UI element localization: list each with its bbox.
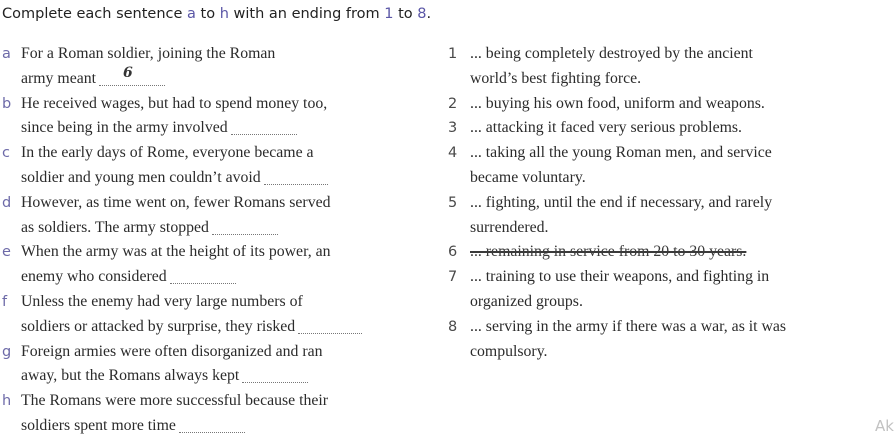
ending-7-line-1 [448,265,888,290]
sentence-text: army meant [21,69,97,87]
sentence-letter: g [2,343,12,360]
sentence-c-line-1 [0,141,430,166]
answer-blank-c[interactable] [264,169,328,185]
ending-text: ... being completely destroyed by the ancient [470,45,753,62]
sentence-endings [448,42,888,364]
sentence-text: Foreign armies were often disorganized and ran [21,342,323,360]
sentence-text: away, but the Romans always kept [21,367,240,385]
ending-number: 6 [448,244,458,261]
ending-number: 3 [448,120,458,137]
ending-number: 2 [448,95,458,112]
sentence-f-line-2 [0,315,430,340]
sentence-c-line-2 [0,166,430,191]
sentence-d-line-2 [0,216,430,241]
sentence-text: enemy who considered [21,268,167,286]
instruction-number-1: 1 [384,6,394,22]
sentence-beginnings [0,42,430,439]
ending-text: surrendered. [470,218,549,236]
ending-3-line-1 [448,116,888,141]
sentence-text: When the army was at the height of its power, an [21,243,331,261]
sentence-text: Unless the enemy had very large numbers of [21,292,303,310]
instruction-letter-a: a [187,6,196,22]
sentence-letter: b [2,95,12,112]
sentence-text: He received wages, but had to spend money too, [21,94,328,112]
instruction-part: with an ending from [228,6,385,22]
sentence-e-line-2 [0,265,430,290]
ending-text: ... remaining in service from 20 to 30 years. [470,243,747,261]
sentence-letter: a [2,46,11,62]
instruction-text [2,6,431,22]
sentence-g-line-1 [0,340,430,365]
answer-blank-g[interactable] [242,367,308,383]
instruction-letter-h: h [219,6,229,22]
ending-number: 7 [448,269,458,286]
sentence-letter: c [2,145,10,162]
sentence-h-line-2 [0,414,430,439]
ending-text: became voluntary. [470,168,586,186]
answer-blank-a[interactable] [99,64,165,86]
answer-blank-d[interactable] [212,219,278,235]
instruction-part: . [426,6,432,22]
sentence-h-line-1 [0,389,430,414]
sentence-g-line-2 [0,364,430,389]
ending-number: 4 [448,145,458,162]
sentence-text: However, as time went on, fewer Romans served [21,193,331,211]
instruction-part: to [393,6,418,22]
sentence-text: For a Roman soldier, joining the Roman [21,45,276,62]
sentence-a-line-1 [0,42,430,67]
ending-1-line-1 [448,42,888,67]
answer-blank-b[interactable] [231,119,297,135]
sentence-text: since being in the army involved [21,119,228,137]
sentence-b-line-1 [0,92,430,117]
ending-number: 5 [448,194,458,211]
ending-4-line-1 [448,141,888,166]
ending-7-line-2 [448,290,888,315]
ending-text: ... taking all the young Roman men, and service [470,144,772,162]
sentence-d-line-1 [0,191,430,216]
instruction-number-8: 8 [417,6,427,22]
ending-text: ... serving in the army if there was a war, as it was [470,317,787,335]
ending-5-line-2 [448,216,888,241]
sentence-letter: e [2,244,11,261]
ending-8-line-2 [448,340,888,365]
handwritten-answer: 6 [123,64,133,81]
ending-text: ... fighting, until the end if necessary, and rarely [470,193,773,211]
instruction-part: to [195,6,220,22]
answer-blank-e[interactable] [170,268,236,284]
ending-number: 1 [448,46,458,62]
ending-number: 8 [448,318,458,335]
answer-blank-f[interactable] [298,318,362,334]
corner-text: Ak [875,417,894,435]
sentence-b-line-2 [0,116,430,141]
sentence-e-line-1 [0,240,430,265]
sentence-letter: h [2,393,12,410]
ending-2-line-1 [448,92,888,117]
ending-text: ... training to use their weapons, and fighting in [470,268,770,286]
instruction-part: Complete each sentence [2,6,188,22]
sentence-letter: d [2,194,12,211]
answer-blank-h[interactable] [179,417,245,433]
ending-1-line-2 [448,67,888,92]
ending-8-line-1 [448,315,888,340]
sentence-text: In the early days of Rome, everyone became a [21,144,314,162]
sentence-text: The Romans were more successful because their [21,392,329,410]
sentence-text: soldiers or attacked by surprise, they risked [21,317,296,335]
ending-text: compulsory. [470,342,548,360]
sentence-letter: f [2,293,8,310]
sentence-a-line-2 [0,64,430,92]
ending-5-line-1 [448,191,888,216]
ending-text: organized groups. [470,292,583,310]
sentence-text: as soldiers. The army stopped [21,218,209,236]
ending-4-line-2 [448,166,888,191]
ending-6-used [448,240,888,265]
sentence-text: soldier and young men couldn’t avoid [21,168,261,186]
ending-text: ... attacking it faced very serious problems. [470,119,742,137]
ending-text: world’s best fighting force. [470,69,642,87]
sentence-f-line-1 [0,290,430,315]
sentence-text: soldiers spent more time [21,416,176,434]
ending-text: ... buying his own food, uniform and weapons. [470,94,765,112]
